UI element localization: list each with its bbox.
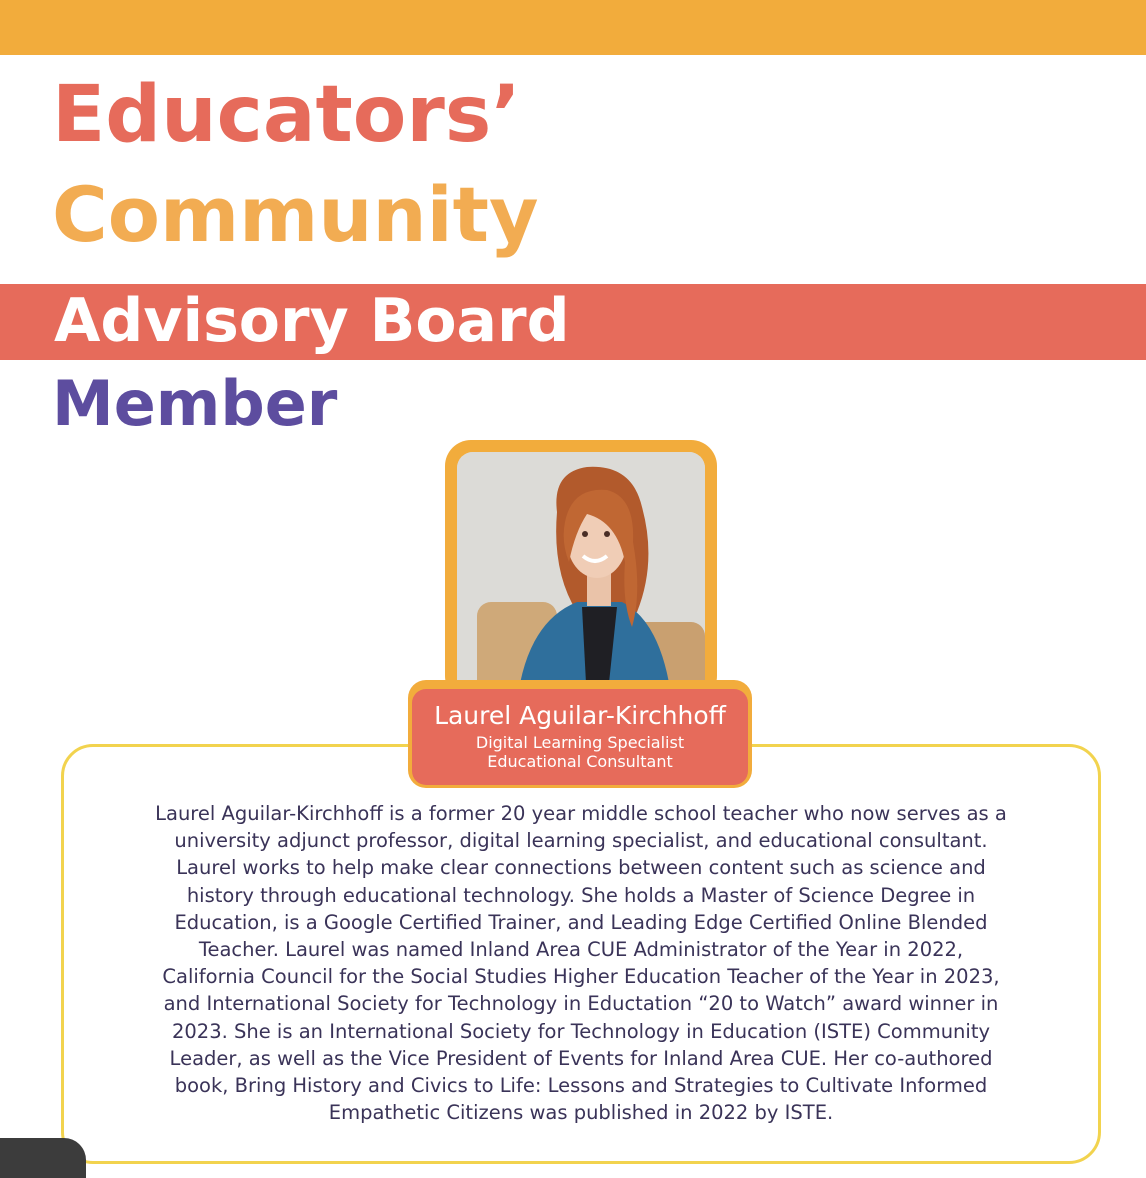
bio-line: university adjunct professor, digital learning specialist, and educational consultant.	[174, 829, 988, 853]
corner-overlay	[0, 1138, 86, 1178]
page-title-line-2: Community	[52, 170, 539, 259]
bio-line: history through educational technology. She holds a Master of Science Degree in	[186, 883, 976, 907]
portrait-illustration	[457, 452, 705, 702]
bio-line: Education, is a Google Certified Trainer, and Leading Edge Certified Online Blended	[174, 910, 988, 934]
page-title-line-1: Educators’	[52, 70, 521, 160]
bio-line: Teacher. Laurel was named Inland Area CUE Administrator of the Year in 2022,	[198, 938, 964, 962]
page-title-member: Member	[52, 367, 338, 440]
advisory-board-banner	[0, 284, 1146, 360]
top-color-band	[0, 0, 1146, 55]
bio-line: Laurel works to help make clear connections between content such as science and	[176, 856, 986, 880]
name-plate	[412, 689, 748, 785]
bio-line: Laurel Aguilar-Kirchhoff is a former 20 year middle school teacher who now serves as a	[155, 802, 1007, 825]
bio-line: and International Society for Technology in Eductation “20 to Watch” award winner in	[163, 992, 999, 1016]
bio-line: 2023. She is an International Society for Technology in Education (ISTE) Community	[171, 1019, 991, 1043]
bio-line: Leader, as well as the Vice President of Events for Inland Area CUE. Her co-authored	[169, 1046, 993, 1070]
photo-frame	[445, 440, 717, 702]
bio-line: California Council for the Social Studies Higher Education Teacher of the Year in 2023,	[162, 965, 1000, 989]
bio-paragraph	[108, 800, 1054, 1126]
member-name: Laurel Aguilar-Kirchhoff	[434, 701, 726, 730]
bio-line: book, Bring History and Civics to Life: Lessons and Strategies to Cultivate Informed	[174, 1074, 988, 1098]
banner-text: Advisory Board	[54, 286, 570, 356]
member-role: Educational Consultant	[487, 752, 673, 771]
name-tab	[408, 680, 752, 788]
member-role: Digital Learning Specialist	[475, 733, 685, 752]
portrait-photo	[457, 452, 705, 702]
bio-line: Empathetic Citizens was published in 2022 by ISTE.	[328, 1101, 834, 1125]
